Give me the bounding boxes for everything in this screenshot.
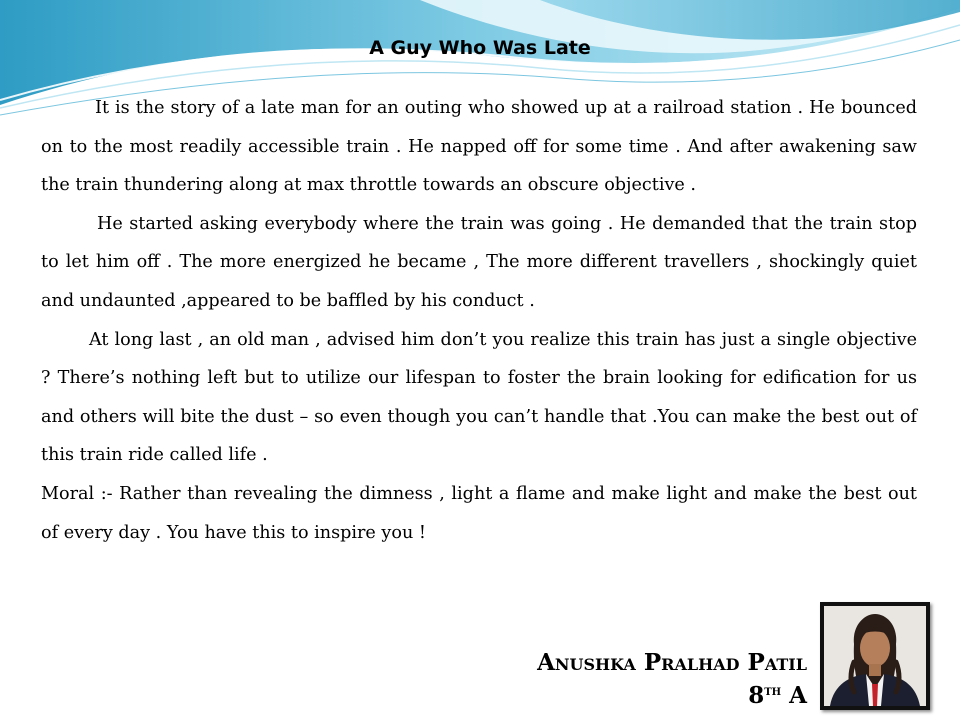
portrait-image [824, 606, 926, 706]
grade-suffix: th [764, 683, 782, 699]
grade-number: 8 [748, 682, 765, 709]
author-name: Anushka Pralhad Patil [537, 649, 807, 676]
grade-section: A [789, 682, 807, 709]
story-paragraph-3: At long last , an old man , advised him don’t you realize this train has just a single objective ? There’s nothing left but to utilize our lifespan to foster the brain looking for edification for us and others will bite the dust – so even though you can’t handle that .You can make the best out of this train ride called life . [41, 329, 917, 466]
story-paragraph-2: He started asking everybody where the train was going . He demanded that the train stop to let him off . The more energized he became , The more different travellers , shockingly quiet and undaunted ,appeared to be baffled by his conduct . [41, 213, 917, 311]
story-paragraph-1: It is the story of a late man for an outing who showed up at a railroad station . He bounced on to the most readily accessible train . He napped off for some time . And after awakening saw the train thundering along at max throttle towards an obscure objective . [41, 98, 917, 196]
author-photo [820, 602, 930, 710]
author-grade [537, 677, 807, 710]
story-title: A Guy Who Was Late [369, 37, 591, 59]
author-block [537, 648, 807, 710]
story-body [41, 89, 917, 552]
story-moral: Moral :- Rather than revealing the dimness , light a flame and make light and make the best out of every day . You have this to inspire you ! [41, 483, 917, 543]
